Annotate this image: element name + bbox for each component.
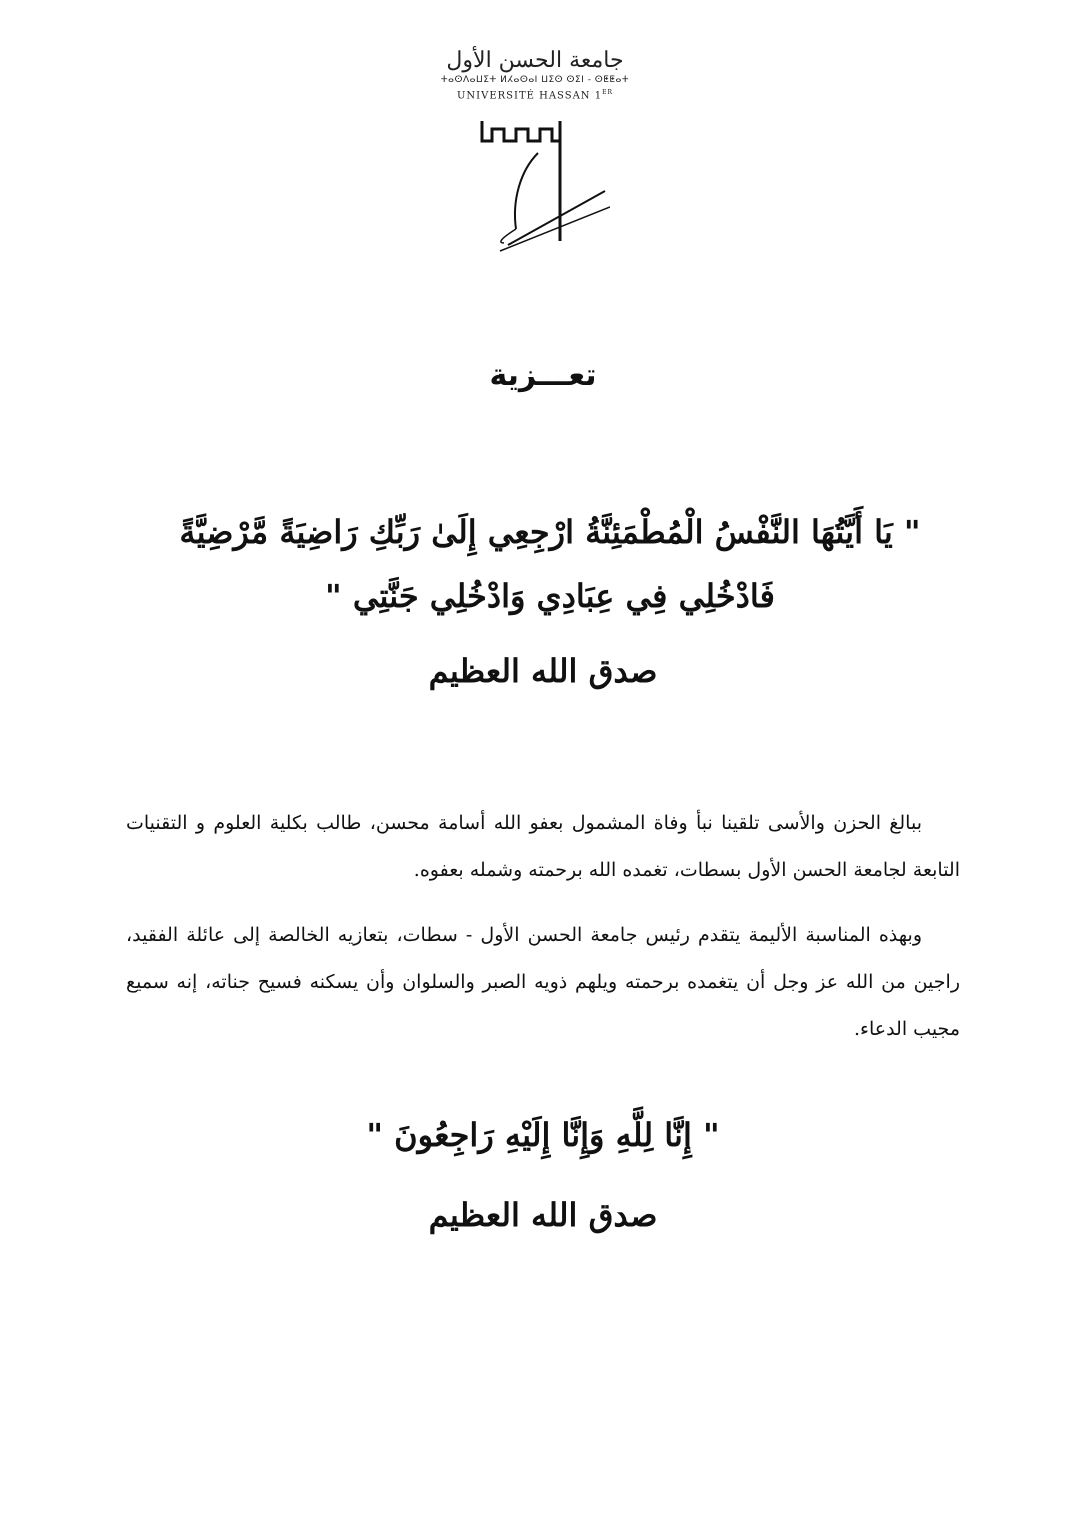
university-name-french: UNIVERSITÉ HASSAN 1ER (456, 89, 613, 102)
university-name-tifinagh: ⵜⴰⵙⴷⴰⵡⵉⵜ ⵍⵃⴰⵙⴰⵏ ⵡⵉⵙ ⵙⵉⵏ - ⵙⵟⵟⴰⵜ (440, 75, 630, 85)
page-title: تعـــزية (489, 358, 597, 393)
sadaq-allah-1: صدق الله العظيم (428, 652, 658, 690)
kasbah-tower-logo-icon (460, 111, 610, 261)
university-logo (440, 48, 630, 278)
condolence-paragraph-1: ببالغ الحزن والأسى تلقينا نبأ وفاة المشمول بعفو الله أسامة محسن، طالب بكلية العلوم و التقنيات التابعة لجامعة الحسن الأول بسطات، تغمده الله برحمته وشمله بعفوه. (126, 812, 960, 881)
quran-verse-2: " إِنَّا لِلَّهِ وَإِنَّا إِلَيْهِ رَاجِعُونَ " (366, 1116, 720, 1154)
quran-verse-1: " يَا أَيَّتُهَا النَّفْسُ الْمُطْمَئِنَّةُ ارْجِعِي إِلَىٰ رَبِّكِ رَاضِيَةً مَّرْضِيَّةً فَادْخُلِي فِي عِبَادِي وَادْخُلِي جَنَّتِي " (179, 513, 921, 615)
university-name-arabic: جامعة الحسن الأول (446, 48, 624, 73)
condolence-paragraph-2: وبهذه المناسبة الأليمة يتقدم رئيس جامعة الحسن الأول - سطات، بتعازيه الخالصة إلى عائلة الفقيد، راجين من الله عز وجل أن يتغمده برحمته ويلهم ذويه الصبر والسلوان وأن يسكنه فسيح جناته، إنه سميع مجيب الدعاء. (126, 924, 960, 1040)
sadaq-allah-2: صدق الله العظيم (428, 1196, 658, 1234)
